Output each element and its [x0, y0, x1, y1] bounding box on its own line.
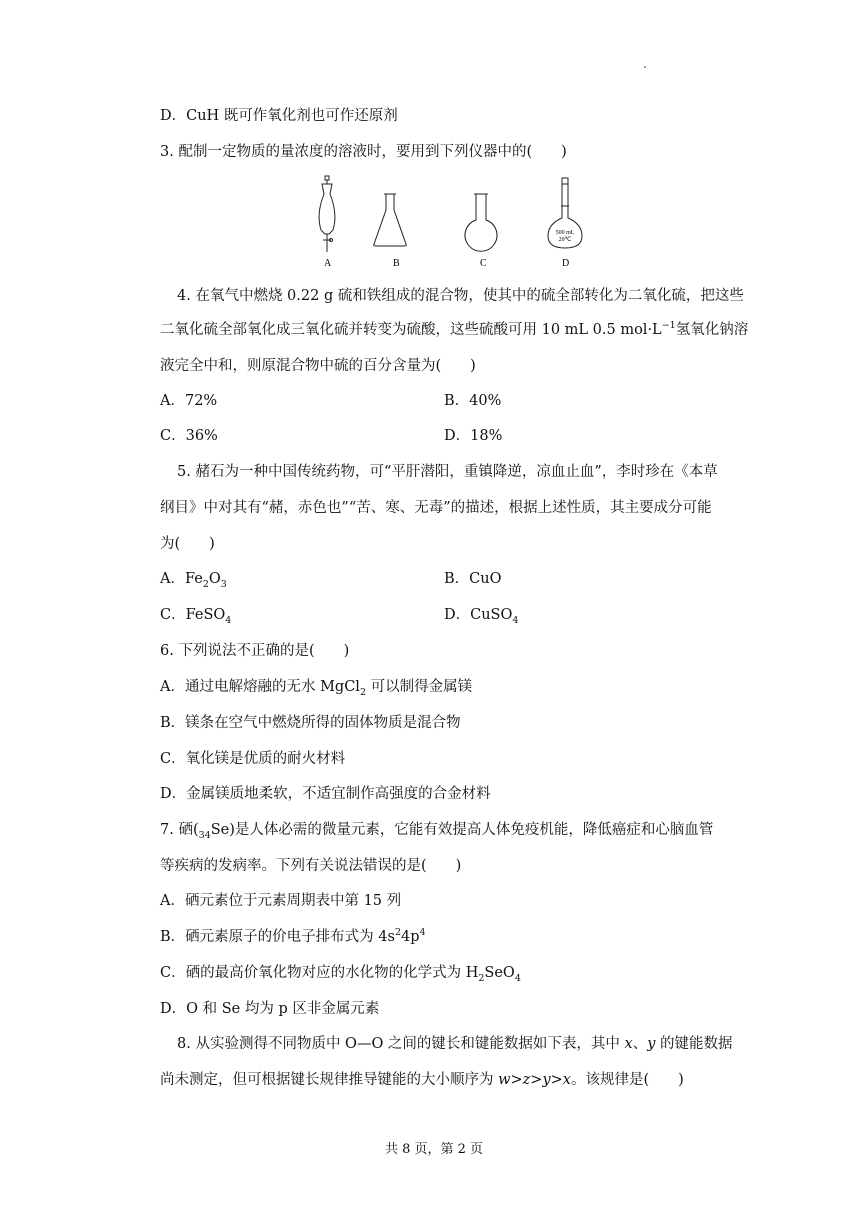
q7-line-1: 7. 硒$(_{34}Se)$是人体必需的微量元素，它能有效提高人体免疫机能，降低癌症和心脑血管	[160, 822, 714, 841]
q7-option-b: B．硒元素原子的价电子排布式为 $4s^24p^4$	[160, 927, 426, 945]
q4-line-1: 4. 在氧气中燃烧 0.22 g 硫和铁组成的混合物，使其中的硫全部转化为二氧化硫，把这些	[177, 288, 744, 304]
conical-flask-icon	[374, 194, 407, 246]
apparatus-label-d: D	[562, 258, 570, 269]
page-footer: 共 8 页，第 2 页	[384, 1142, 484, 1157]
q6-option-c: C．氧化镁是优质的耐火材料	[160, 751, 346, 767]
q6-option-b: B．镁条在空气中燃烧所得的固体物质是混合物	[160, 715, 461, 731]
flask-volume-text: 500 mL	[555, 230, 575, 236]
q5-option-b: B．CuO	[444, 571, 502, 587]
q5-option-d: D．CuSO$_4$	[444, 607, 519, 626]
lab-apparatus-figure	[300, 174, 600, 270]
apparatus-label-a: A	[324, 258, 332, 269]
q8-line-1: 8. 从实验测得不同物质中 O—O 之间的键长和键能数据如下表，其中 x、y 的键能数据	[177, 1036, 733, 1052]
scan-dot	[644, 66, 646, 68]
q4-option-b: B．40%	[444, 393, 502, 409]
q6-option-a: A．通过电解熔融的无水 MgCl$_2$ 可以制得金属镁	[160, 679, 473, 698]
round-bottom-flask-icon	[465, 194, 497, 251]
q7-option-a: A．硒元素位于元素周期表中第 15 列	[160, 893, 402, 909]
q8-line-2: 尚未测定，但可根据键长规律推导键能的大小顺序为 w>z>y>x。该规律是( )	[160, 1072, 684, 1088]
q5-option-c: C．FeSO$_4$	[160, 607, 232, 626]
q5-line-1: 5. 赭石为一种中国传统药物，可“平肝潜阳，重镇降逆，凉血止血”，李时珍在《本草	[177, 464, 718, 480]
separatory-funnel-icon	[319, 176, 335, 252]
flask-temperature-text: 20℃	[558, 237, 572, 243]
q4-option-d: D．18%	[444, 428, 503, 444]
apparatus-label-c: C	[480, 258, 487, 269]
q4-option-c: C．36%	[160, 428, 218, 444]
q5-line-3: 为( )	[160, 536, 215, 552]
q6-option-d: D．金属镁质地柔软，不适宜制作高强度的合金材料	[160, 786, 491, 802]
q4-option-a: A．72%	[160, 393, 218, 409]
q7-option-c: C．硒的最高价氧化物对应的水化物的化学式为 $H_2SeO_4$	[160, 965, 521, 984]
q4-line-3: 液完全中和，则原混合物中硫的百分含量为( )	[160, 358, 476, 374]
q2-option-d: D．CuH 既可作氧化剂也可作还原剂	[160, 108, 398, 124]
q5-line-2: 纲目》中对其有“赭，赤色也”“苦、寒、无毒”的描述，根据上述性质，其主要成分可能	[160, 500, 712, 516]
q5-option-a: A．$Fe_2O_3$	[160, 571, 227, 590]
q7-option-d: D．O 和 Se 均为 p 区非金属元素	[160, 1001, 380, 1017]
q7-line-2: 等疾病的发病率。下列有关说法错误的是( )	[160, 858, 462, 874]
q6-stem: 6. 下列说法不正确的是( )	[160, 643, 350, 659]
apparatus-label-b: B	[393, 258, 400, 269]
q3-stem: 3. 配制一定物质的量浓度的溶液时，要用到下列仪器中的( )	[160, 144, 567, 160]
q4-line-2: 二氧化硫全部氧化成三氧化硫并转变为硫酸，这些硫酸可用 10 mL 0.5 $mol\cdot L^{-1}$氢氧化钠溶	[160, 320, 749, 338]
